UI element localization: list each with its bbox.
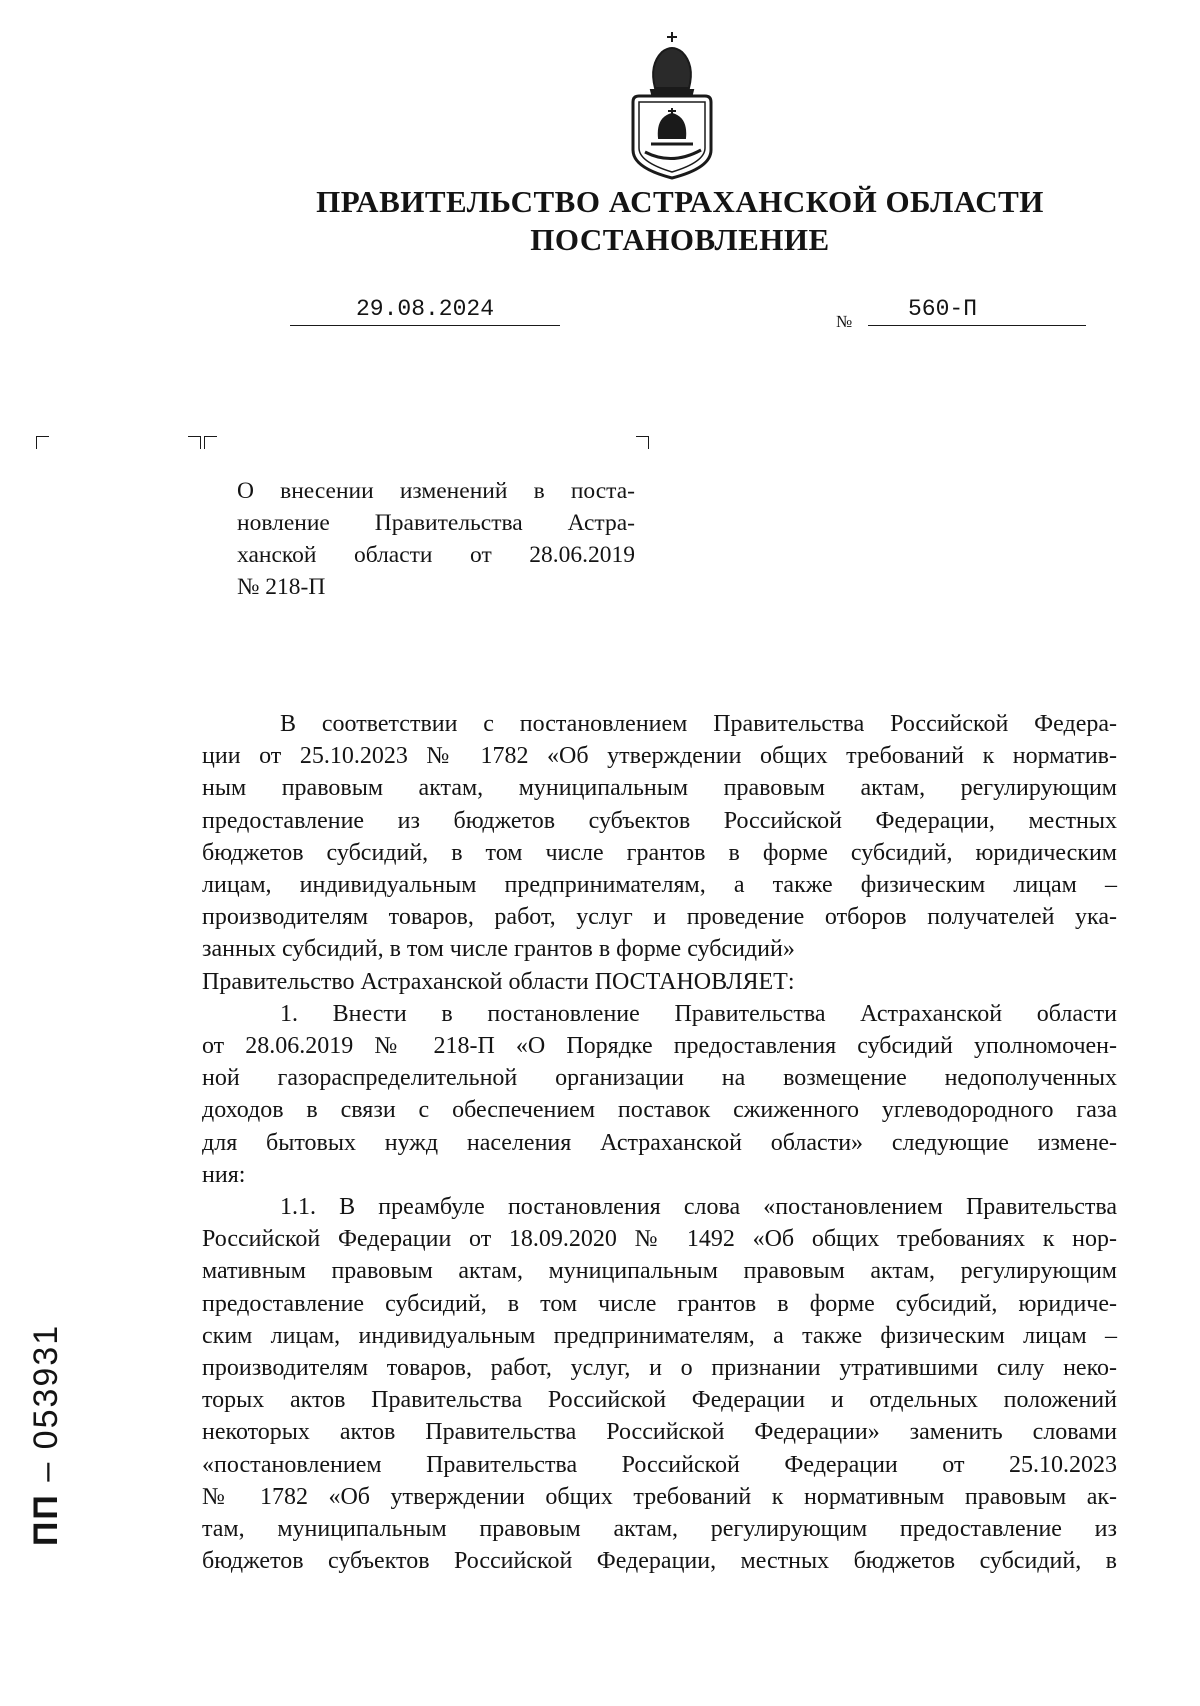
text-line: 1. Внести в постановление Правительства Астраханской области xyxy=(280,1000,1117,1027)
text-line: «постановлением Правительства Российской Федерации от 25.10.2023 xyxy=(202,1451,1117,1478)
bracket-top-left xyxy=(36,436,49,449)
subject-line: ханской области от 28.06.2019 xyxy=(237,542,635,568)
text-line: торых актов Правительства Российской Федерации и отдельных положений xyxy=(202,1387,1117,1414)
text-line: 1.1. В преамбуле постановления слова «постановлением Правительства xyxy=(280,1194,1117,1221)
number-label: № xyxy=(836,312,853,331)
bracket-top-right xyxy=(636,436,649,449)
text-line: № 1782 «Об утверждении общих требований к нормативным правовым ак- xyxy=(202,1483,1117,1510)
text-line: ным правовым актам, муниципальным правовым актам, регулирующим xyxy=(202,775,1117,802)
paragraph-item-1 xyxy=(202,998,1117,1191)
subject-line: № 218-П xyxy=(237,574,326,600)
text-line: доходов в связи с обеспечением поставок сжиженного углеводородного газа xyxy=(202,1097,1117,1124)
document-number: 560-П xyxy=(868,296,1086,326)
text-line: лицам, индивидуальным предпринимателям, а также физическим лицам – xyxy=(202,872,1117,899)
date-field: 29.08.2024 xyxy=(290,296,560,326)
text-line: ния: xyxy=(202,1161,246,1188)
document-body xyxy=(202,708,1117,1577)
text-line: предоставление из бюджетов субъектов Российской Федерации, местных xyxy=(202,807,1117,834)
serial-separator: – xyxy=(27,1449,65,1494)
text-line: предоставление субсидий, в том числе грантов в форме субсидий, юридиче- xyxy=(202,1290,1117,1317)
paragraph-preamble xyxy=(202,708,1117,966)
text-line: некоторых актов Правительства Российской Федерации» заменить словами xyxy=(202,1419,1117,1446)
serial-digits: 053931 xyxy=(27,1323,65,1450)
text-line: бюджетов субсидий, в том числе грантов в форме субсидий, юридическим xyxy=(202,839,1117,866)
document-subject xyxy=(237,475,635,603)
bracket-top-right xyxy=(188,436,201,449)
text-line: ским лицам, индивидуальным предпринимателям, а также физическим лицам – xyxy=(202,1322,1117,1349)
paragraph-decree xyxy=(202,966,1117,998)
text-line: Правительство Астраханской области ПОСТАНОВЛЯЕТ: xyxy=(202,968,795,995)
text-line: ной газораспределительной организации на возмещение недополученных xyxy=(202,1065,1117,1092)
subject-line: О внесении изменений в поста- xyxy=(237,478,635,504)
text-line: мативным правовым актам, муниципальным правовым актам, регулирующим xyxy=(202,1258,1117,1285)
text-line: Российской Федерации от 18.09.2020 № 1492 «Об общих требованиях к нор- xyxy=(202,1226,1117,1253)
document-header xyxy=(300,183,1060,259)
serial-number xyxy=(27,1323,77,1546)
subject-line: новление Правительства Астра- xyxy=(237,510,635,536)
text-line: бюджетов субъектов Российской Федерации, местных бюджетов субсидий, в xyxy=(202,1548,1117,1575)
text-line: производителям товаров, работ, услуг, и о признании утратившими силу неко- xyxy=(202,1355,1117,1382)
text-line: от 28.06.2019 № 218-П «О Порядке предоставления субсидий уполномочен- xyxy=(202,1033,1117,1060)
text-line: для бытовых нужд населения Астраханской области» следующие измене- xyxy=(202,1129,1117,1156)
serial-prefix: ПП xyxy=(27,1493,65,1546)
coat-of-arms-emblem xyxy=(627,30,717,180)
text-line: В соответствии с постановлением Правительства Российской Федера- xyxy=(280,711,1117,737)
bracket-top-left xyxy=(204,436,217,449)
org-title: ПРАВИТЕЛЬСТВО АСТРАХАНСКОЙ ОБЛАСТИ xyxy=(316,184,1044,219)
text-line: там, муниципальным правовым актам, регулирующим предоставление из xyxy=(202,1516,1117,1543)
text-line: ции от 25.10.2023 № 1782 «Об утверждении общих требований к норматив- xyxy=(202,743,1117,770)
paragraph-item-1-1 xyxy=(202,1191,1117,1577)
doc-type: ПОСТАНОВЛЕНИЕ xyxy=(530,222,830,257)
text-line: занных субсидий, в том числе грантов в форме субсидий» xyxy=(202,936,795,963)
text-line: производителям товаров, работ, услуг и проведение отборов получателей ука- xyxy=(202,904,1117,931)
